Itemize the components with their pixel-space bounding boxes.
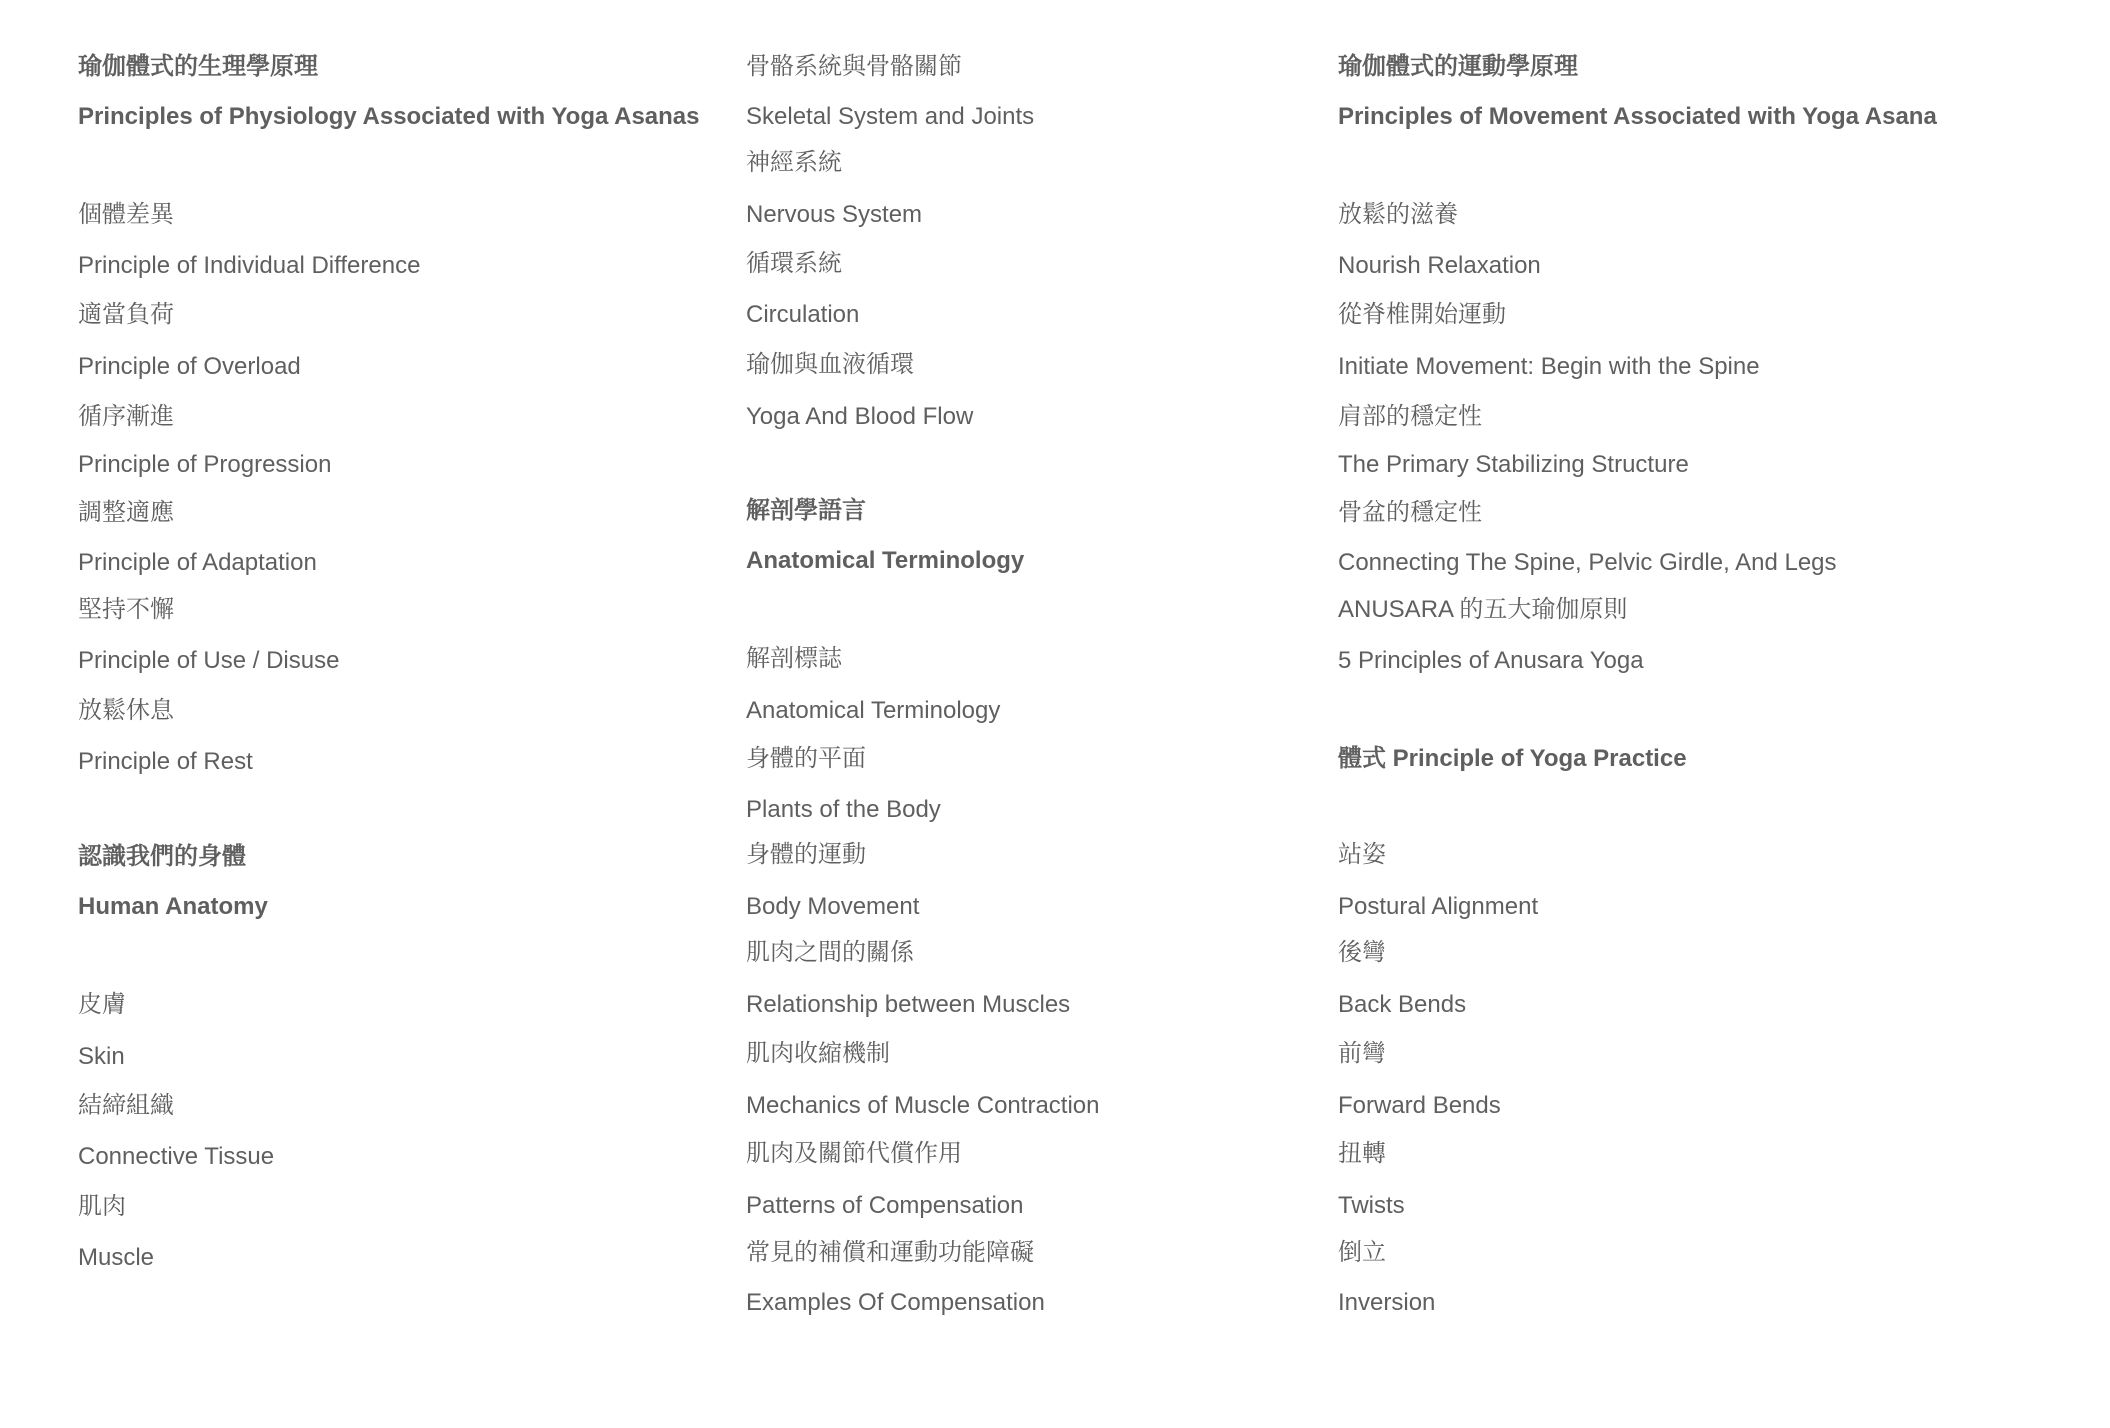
section-heading-en: Principles of Physiology Associated with Yoga Asanas xyxy=(78,103,700,130)
list-item: 肌肉 xyxy=(78,1193,126,1220)
list-item: Body Movement xyxy=(746,893,920,920)
list-item: 個體差異 xyxy=(78,201,174,228)
section-heading-zh: 認識我們的身體 xyxy=(78,843,246,870)
list-item: Circulation xyxy=(746,301,860,328)
list-item: 骨盆的穩定性 xyxy=(1338,499,1482,526)
list-item: 放鬆休息 xyxy=(78,697,174,724)
list-item: 肌肉及關節代償作用 xyxy=(746,1140,962,1167)
list-item: 放鬆的滋養 xyxy=(1338,201,1458,228)
list-item: 解剖標誌 xyxy=(746,645,842,672)
list-item: Connective Tissue xyxy=(78,1143,275,1170)
list-item: 前彎 xyxy=(1338,1040,1386,1067)
list-item: 循序漸進 xyxy=(78,403,174,430)
list-item: 瑜伽與血液循環 xyxy=(746,351,914,378)
list-item: Principle of Overload xyxy=(78,353,301,380)
list-item: Skeletal System and Joints xyxy=(746,103,1035,130)
list-item: Mechanics of Muscle Contraction xyxy=(746,1092,1100,1119)
section-heading-zh: 解剖學語言 xyxy=(746,497,866,524)
list-item: Back Bends xyxy=(1338,991,1467,1018)
list-item: 堅持不懈 xyxy=(78,596,174,623)
list-item: Examples Of Compensation xyxy=(746,1289,1045,1316)
list-item: Principle of Rest xyxy=(78,748,253,775)
list-item: 神經系統 xyxy=(746,149,842,176)
list-item: Plants of the Body xyxy=(746,796,941,823)
list-item: 常見的補償和運動功能障礙 xyxy=(746,1239,1034,1266)
section-heading-en: Principles of Movement Associated with Yoga Asana xyxy=(1338,103,1937,130)
list-item: 適當負荷 xyxy=(78,301,174,328)
section-heading-en: Human Anatomy xyxy=(78,893,268,920)
list-item: 循環系統 xyxy=(746,250,842,277)
list-item: 從脊椎開始運動 xyxy=(1338,301,1506,328)
list-item: 皮膚 xyxy=(78,991,126,1018)
list-item: 身體的平面 xyxy=(746,745,866,772)
list-item: Postural Alignment xyxy=(1338,893,1539,920)
section-heading: 體式 Principle of Yoga Practice xyxy=(1338,745,1687,772)
list-item: Muscle xyxy=(78,1244,155,1271)
list-item: Connecting The Spine, Pelvic Girdle, And Legs xyxy=(1338,549,1837,576)
list-item: ANUSARA 的五大瑜伽原則 xyxy=(1338,596,1628,623)
list-item: 5 Principles of Anusara Yoga xyxy=(1338,647,1644,674)
list-item: Patterns of Compensation xyxy=(746,1192,1024,1219)
list-item: Initiate Movement: Begin with the Spine xyxy=(1338,353,1760,380)
list-item: Nervous System xyxy=(746,201,923,228)
list-item: Inversion xyxy=(1338,1289,1436,1316)
list-item: The Primary Stabilizing Structure xyxy=(1338,451,1689,478)
list-item: 肌肉之間的關係 xyxy=(746,939,914,966)
list-item: Principle of Use / Disuse xyxy=(78,647,340,674)
list-item: 身體的運動 xyxy=(746,841,866,868)
list-item: Twists xyxy=(1338,1192,1405,1219)
list-item: Yoga And Blood Flow xyxy=(746,403,974,430)
list-item: 肌肉收縮機制 xyxy=(746,1040,890,1067)
list-item: 調整適應 xyxy=(78,499,174,526)
list-item: Forward Bends xyxy=(1338,1092,1501,1119)
section-heading-zh: 瑜伽體式的運動學原理 xyxy=(1338,53,1578,80)
list-item: Nourish Relaxation xyxy=(1338,252,1541,279)
list-item: 骨骼系統與骨骼關節 xyxy=(746,53,962,80)
list-item: 肩部的穩定性 xyxy=(1338,403,1482,430)
list-item: 站姿 xyxy=(1338,841,1386,868)
list-item: Anatomical Terminology xyxy=(746,697,1001,724)
list-item: 扭轉 xyxy=(1338,1140,1386,1167)
list-item: Principle of Individual Difference xyxy=(78,252,421,279)
list-item: Skin xyxy=(78,1043,125,1070)
section-heading-en: Anatomical Terminology xyxy=(746,547,1025,574)
list-item: Principle of Progression xyxy=(78,451,332,478)
list-item: 結締組織 xyxy=(78,1092,174,1119)
section-heading-zh: 瑜伽體式的生理學原理 xyxy=(78,53,318,80)
list-item: Principle of Adaptation xyxy=(78,549,317,576)
list-item: 倒立 xyxy=(1338,1239,1386,1266)
list-item: 後彎 xyxy=(1338,939,1386,966)
list-item: Relationship between Muscles xyxy=(746,991,1071,1018)
